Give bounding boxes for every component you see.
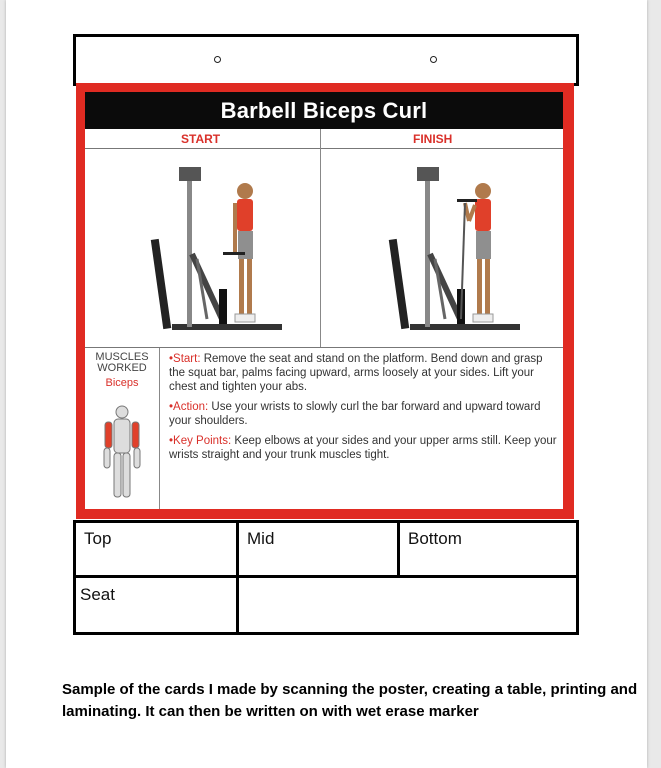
exercise-card [73,34,577,632]
photo-panels [85,149,563,348]
instruction-text: Use your wrists to slowly curl the bar forward and upward toward your shoulders. [169,401,541,427]
instruction-key-points: •Key Points: Keep elbows at your sides and your upper arms still. Keep your wrists straight and your trunk muscles tight. [169,435,557,461]
punch-hole-icon [430,56,437,63]
muscle-name: Biceps [105,377,139,389]
instruction-list [169,352,559,468]
exerciser-figure-icon [147,159,287,339]
instruction-text: Keep elbows at your sides and your upper arms still. Keep your wrists straight and your trunk muscles tight. [169,435,557,461]
instruction-key: Key Points: [173,435,232,447]
table-column-divider [236,523,239,632]
top-blank-row [73,34,579,86]
poster-inner [85,92,563,509]
cell-top[interactable]: Top [84,529,112,548]
exercise-title: Barbell Biceps Curl [85,92,563,129]
finish-label: FINISH [413,132,453,146]
log-table [73,520,579,635]
scanned-poster [76,83,574,519]
muscles-worked-panel [85,348,160,509]
cell-mid[interactable]: Mid [247,529,275,548]
table-row-divider [76,575,576,578]
start-label: START [181,132,221,146]
phase-labels [85,129,563,149]
instruction-text: Remove the seat and stand on the platform. Bend down and grasp the squat bar, palms facing upward, arms loosely at your sides. Lift your chest and tighten your abs. [169,353,543,393]
instruction-start: •Start: Remove the seat and stand on the platform. Bend down and grasp the squat bar, palms facing upward, arms loosely at your sides. Lift your chest and tighten your abs. [169,353,543,393]
table-column-divider [397,523,400,575]
instruction-key: Start: [173,353,201,365]
caption-text: Sample of the cards I made by scanning the poster, creating a table, printing and laminating. It can then be written on with wet erase marker [62,681,638,720]
muscles-worked-label: MUSCLES WORKED [95,351,149,374]
exerciser-figure-icon [385,159,525,339]
cell-bottom[interactable]: Bottom [408,529,462,548]
document-page [6,0,647,768]
anatomy-figure-icon [100,404,144,504]
instruction-key: Action: [173,401,209,413]
punch-hole-icon [214,56,221,63]
cell-seat[interactable]: Seat [80,585,115,604]
instruction-action: •Action: Use your wrists to slowly curl the bar forward and upward toward your shoulders. [169,401,541,427]
